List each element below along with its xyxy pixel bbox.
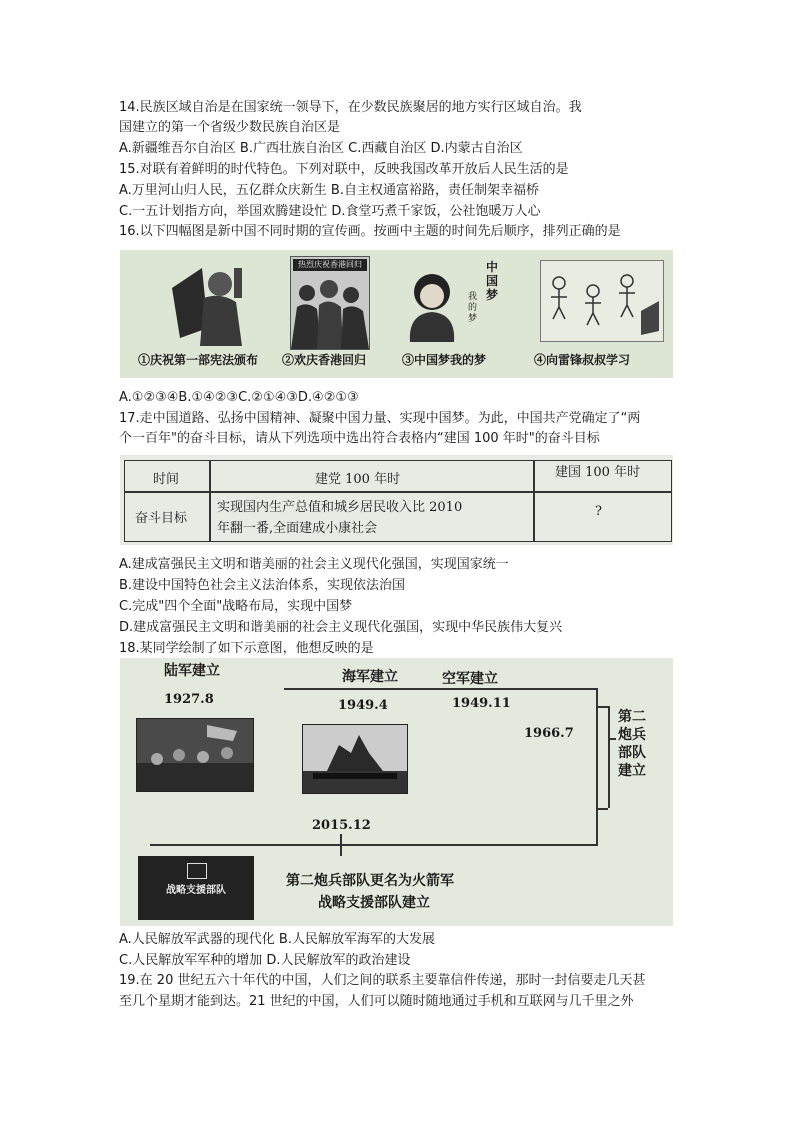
army-photo	[136, 718, 254, 792]
q18-options-ab: A.人民解放军武器的现代化 B.人民解放军海军的大发展	[119, 932, 435, 947]
q15-options-ab: A.万里河山归人民，五亿群众庆新生 B.自主权通富裕路，责任制架幸福桥	[119, 183, 539, 198]
poster-caption-2: ②欢庆香港回归	[282, 353, 367, 367]
poster-caption-4: ④向雷锋叔叔学习	[534, 353, 631, 367]
poster-constitution-image	[162, 258, 262, 346]
navy-photo	[302, 724, 408, 794]
q17-option-b: B.建设中国特色社会主义法治体系，实现依法治国	[119, 578, 406, 593]
support-force-label: 战略支援部队建立	[318, 895, 430, 911]
artillery-label-4: 建立	[618, 763, 646, 779]
q14-stem-line1: 14.民族区域自治是在国家统一领导下，在少数民族聚居的地方实行区域自治。我	[119, 100, 582, 115]
table-party-goal-2: 年翻一番,全面建成小康社会	[217, 521, 378, 536]
rocket-force-label: 第二炮兵部队更名为火箭军	[286, 873, 454, 889]
year-1949-4: 1949.4	[338, 698, 388, 713]
table-nation-goal: ?	[595, 504, 602, 519]
navy-label: 海军建立	[342, 669, 398, 685]
artillery-label-3: 部队	[618, 745, 646, 761]
year-2015: 2015.12	[312, 818, 371, 833]
poster-caption-3: ③中国梦我的梦	[402, 353, 487, 367]
q19-stem-line2: 至几个星期才能到达。21 世纪的中国，人们可以随时随地通过手机和互联网与几千里之外	[119, 994, 634, 1009]
table-header-nation: 建国 100 年时	[555, 465, 641, 480]
poster-leifeng-image	[540, 260, 664, 342]
q15-options-cd: C.一五计划指方向，举国欢腾建设忙 D.食堂巧煮千家饭，公社饱暖万人心	[119, 204, 541, 219]
support-force-photo	[138, 856, 254, 920]
q15-stem: 15.对联有着鲜明的时代特色。下列对联中，反映我国改革开放后人民生活的是	[119, 162, 569, 177]
q16-stem: 16.以下四幅图是新中国不同时期的宣传画。按画中主题的时间先后顺序，排列正确的是	[119, 224, 621, 239]
q18-stem: 18.某同学绘制了如下示意图，他想反映的是	[119, 641, 374, 656]
q14-stem-line2: 国建立的第一个省级少数民族自治区是	[119, 120, 341, 135]
q19-stem-line1: 19.在 20 世纪五六十年代的中国，人们之间的联系主要靠信件传递，那时一封信要走几天甚	[119, 973, 646, 988]
table-header-time: 时间	[153, 472, 180, 487]
goal-table	[124, 460, 672, 542]
table-row-label: 奋斗目标	[135, 511, 188, 526]
q17-stem-line1: 17.走中国道路、弘扬中国精神、凝聚中国力量、实现中国梦。为此，中国共产党确定了“两	[119, 411, 641, 426]
q17-option-d: D.建成富强民主文明和谐美丽的社会主义现代化强国，实现中华民族伟大复兴	[119, 620, 563, 635]
q18-timeline-figure	[120, 658, 673, 926]
army-label: 陆军建立	[164, 663, 220, 679]
table-header-party: 建党 100 年时	[315, 472, 401, 487]
year-1966: 1966.7	[524, 726, 574, 741]
poster-dream-sub: 我的梦	[468, 292, 478, 324]
q17-option-c: C.完成"四个全面"战略布局，实现中国梦	[119, 599, 353, 614]
artillery-label-1: 第二	[618, 709, 646, 725]
airforce-label: 空军建立	[442, 671, 498, 687]
table-party-goal-1: 实现国内生产总值和城乡居民收入比 2010	[217, 500, 463, 515]
year-1949-11: 1949.11	[452, 696, 511, 711]
poster-chinese-dream-image	[382, 256, 517, 346]
q14-options: A.新疆维吾尔自治区 B.广西壮族自治区 C.西藏自治区 D.内蒙古自治区	[119, 141, 523, 156]
artillery-label-2: 炮兵	[618, 727, 646, 743]
q17-stem-line2: 个一百年"的奋斗目标，请从下列选项中选出符合表格内“建国 100 年时"的奋斗目标	[119, 431, 600, 446]
q18-options-cd: C.人民解放军军种的增加 D.人民解放军的政治建设	[119, 953, 411, 968]
support-force-photo-text: 战略支援部队	[166, 885, 226, 896]
poster-dream-title: 中国梦	[486, 260, 499, 302]
poster-hongkong-image	[290, 256, 370, 350]
q16-options: A.①②③④B.①④②③C.②①④③D.④②①③	[119, 390, 359, 405]
q16-poster-figure	[120, 250, 673, 378]
poster-caption-1: ①庆祝第一部宪法颁布	[138, 353, 259, 367]
poster-hongkong-title: 热烈庆祝香港回归	[293, 259, 367, 271]
year-1927: 1927.8	[164, 692, 214, 707]
q17-option-a: A.建成富强民主文明和谐美丽的社会主义现代化强国，实现国家统一	[119, 557, 509, 572]
